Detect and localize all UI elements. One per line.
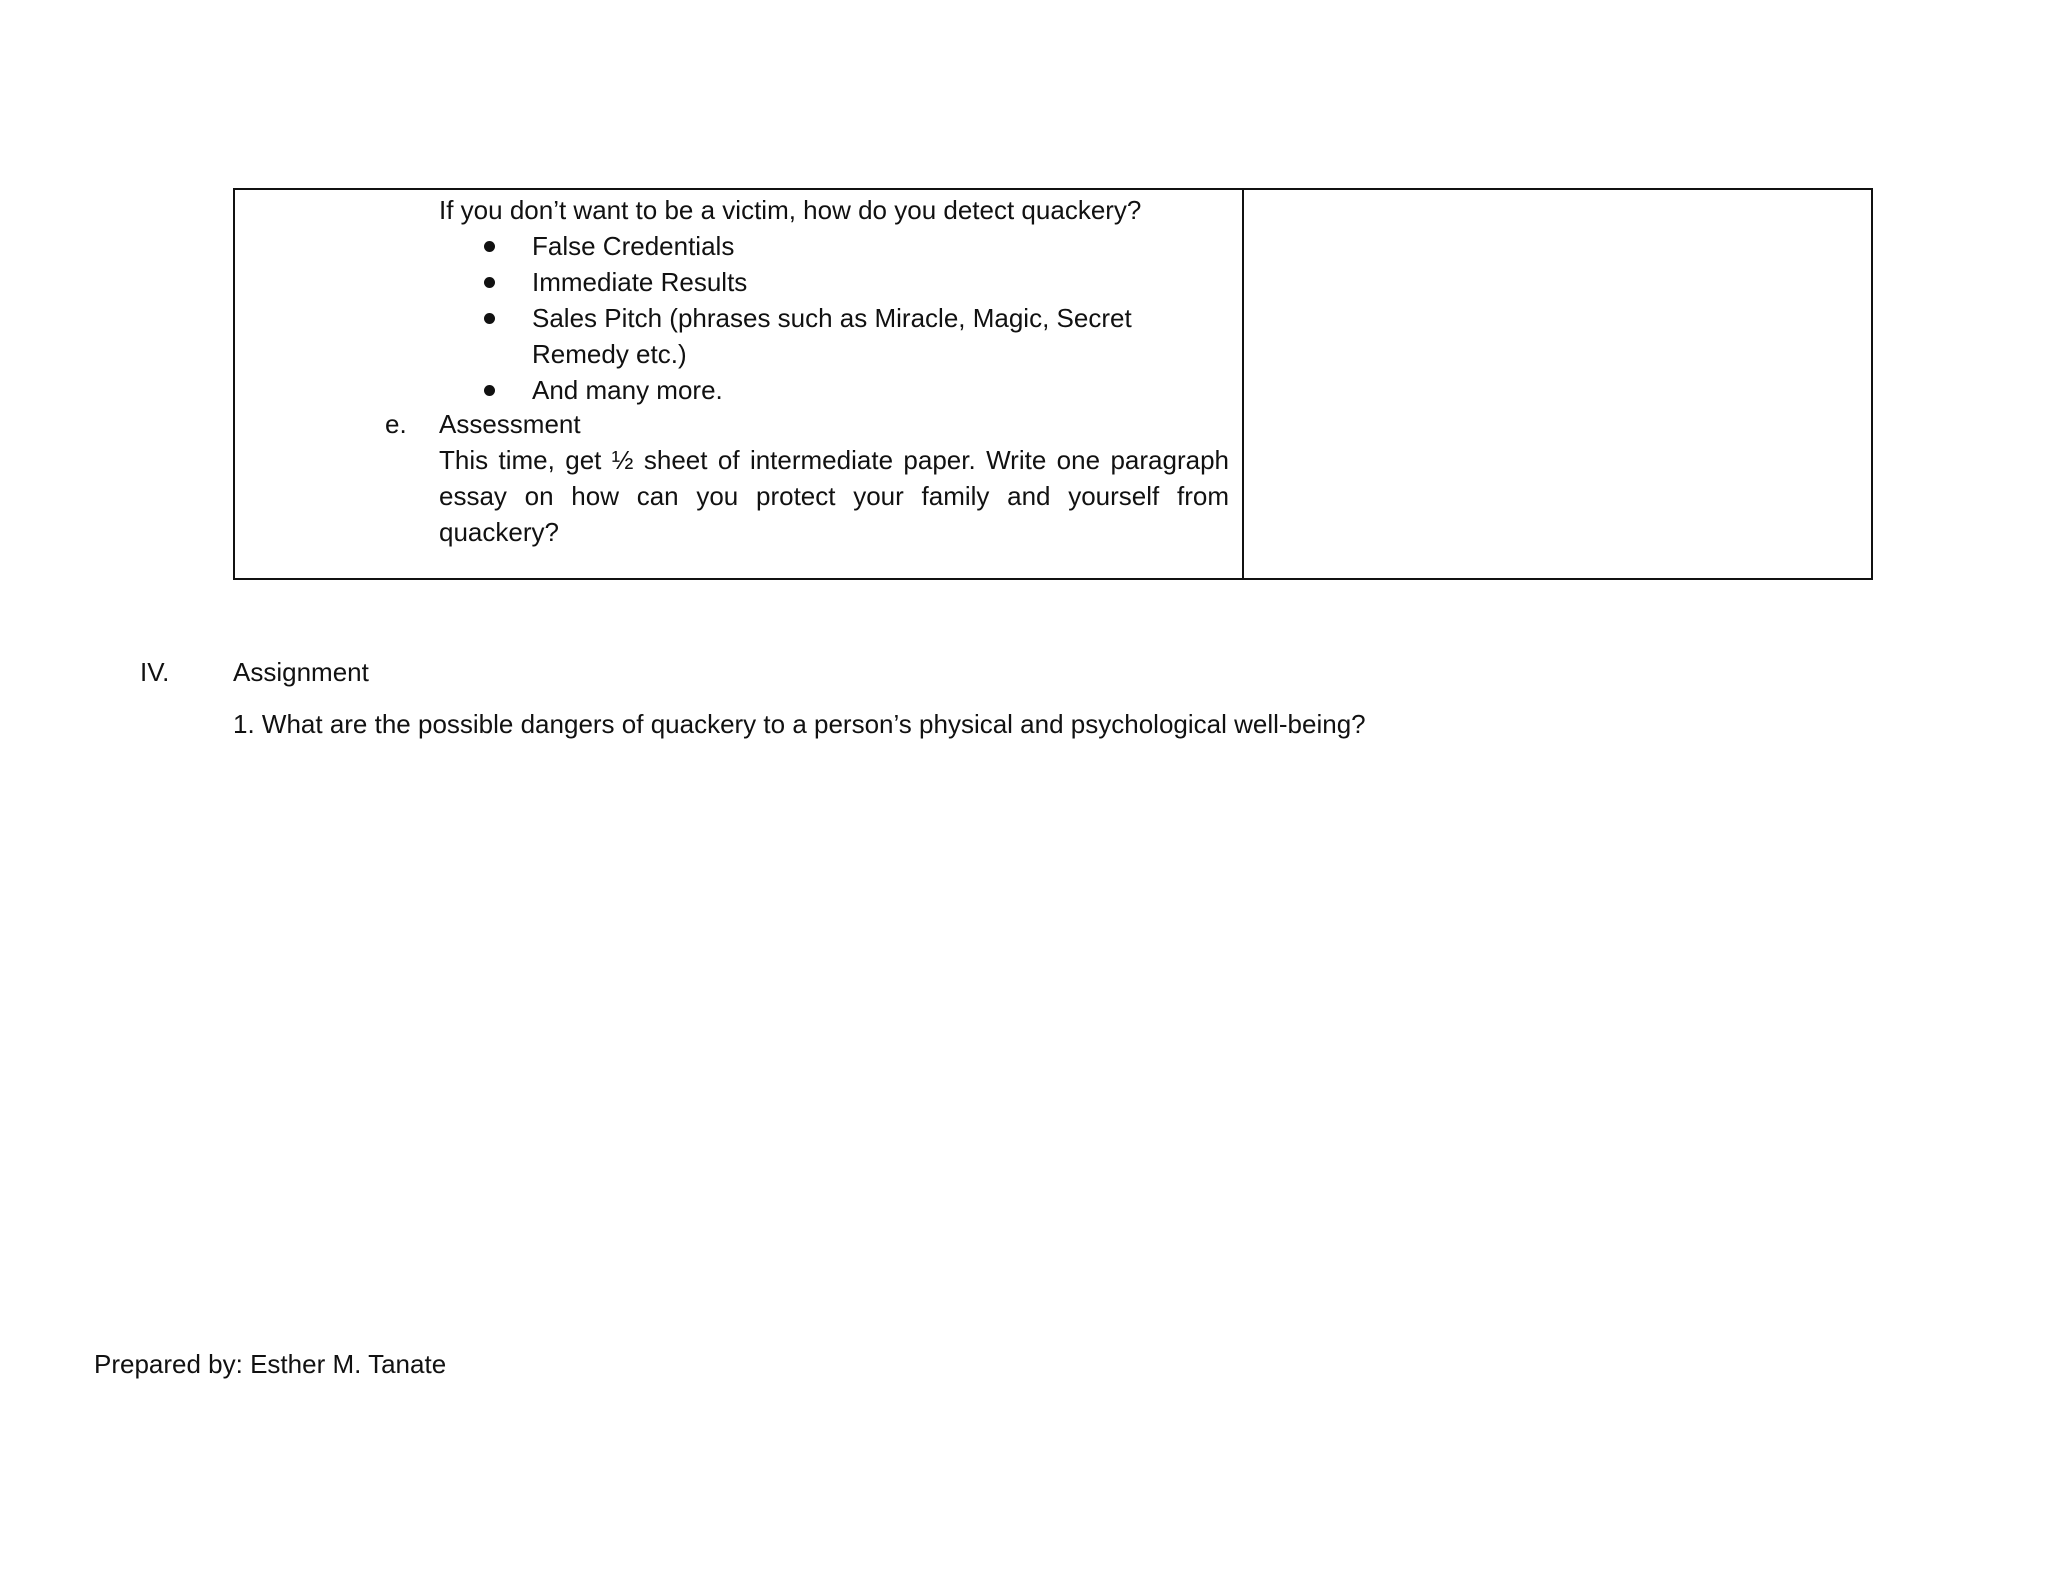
lesson-table [233, 188, 1873, 580]
bullet-text: False Credentials [532, 231, 735, 261]
assessment-marker: e. [385, 409, 407, 439]
list-item [439, 228, 1231, 264]
table-cell-empty [1244, 190, 1871, 578]
bullet-text: And many more. [532, 375, 723, 405]
list-item [439, 300, 1231, 372]
assessment-title: Assessment [439, 409, 581, 439]
table-cell-content [235, 190, 1242, 578]
section-heading: Assignment [233, 657, 369, 687]
assignment-question: 1. What are the possible dangers of quackery to a person’s physical and psychological well-being? [233, 709, 1366, 739]
assessment-text: This time, get ½ sheet of intermediate paper. Write one paragraph essay on how can you protect your family and yourself from quackery? [439, 445, 1229, 547]
bullet-icon [484, 277, 495, 288]
section-numeral: IV. [140, 657, 170, 687]
list-item [439, 264, 1231, 300]
bullet-text: Sales Pitch (phrases such as Miracle, Magic, Secret Remedy etc.) [532, 303, 1132, 369]
prepared-by: Prepared by: Esther M. Tanate [94, 1349, 447, 1379]
bullet-icon [484, 313, 495, 324]
assessment-body [439, 406, 1229, 550]
list-item [439, 372, 1231, 408]
bullet-icon [484, 385, 495, 396]
bullet-text: Immediate Results [532, 267, 748, 297]
detect-quackery-question: If you don’t want to be a victim, how do you detect quackery? [439, 195, 1142, 225]
bullet-list [439, 228, 1231, 408]
bullet-icon [484, 241, 495, 252]
